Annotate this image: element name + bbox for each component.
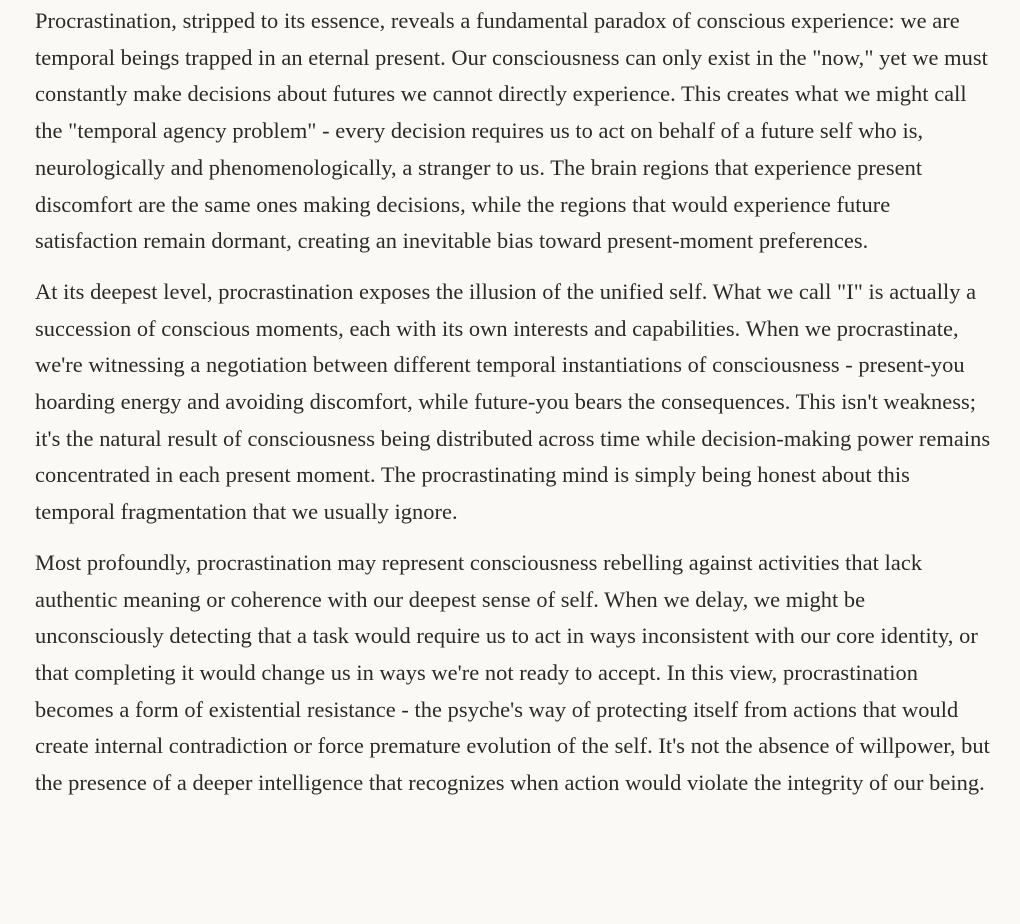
paragraph-2: At its deepest level, procrastination exposes the illusion of the unified self. What we call "I" is actually a succession of conscious moments, each with its own interests and capabilities. When we procrastinate, we're witnessing a negotiation between different temporal instantiations of consciousness - present-you hoarding energy and avoiding discomfort, while future-you bears the consequences. This isn't weakness; it's the natural result of consciousness being distributed across time while decision-making power remains concentrated in each present moment. The procrastinating mind is simply being honest about this temporal fragmentation that we usually ignore. <box>35 278 991 525</box>
paragraph-3: Most profoundly, procrastination may represent consciousness rebelling against activities that lack authentic meaning or coherence with our deepest sense of self. When we delay, we might be unconsciously detecting that a task would require us to act in ways inconsistent with our core identity, or that completing it would change us in ways we're not ready to accept. In this view, procrastination becomes a form of existential resistance - the psyche's way of protecting itself from actions that would create internal contradiction or force premature evolution of the self. It's not the absence of willpower, but the presence of a deeper intelligence that recognizes when action would violate the integrity of our being. <box>35 549 990 796</box>
paragraph-1: Procrastination, stripped to its essence, reveals a fundamental paradox of conscious experience: we are temporal beings trapped in an eternal present. Our consciousness can only exist in the "now," yet we must constantly make decisions about futures we cannot directly experience. This creates what we might call the "temporal agency problem" - every decision requires us to act on behalf of a future self who is, neurologically and phenomenologically, a stranger to us. The brain regions that experience present discomfort are the same ones making decisions, while the regions that would experience future satisfaction remain dormant, creating an inevitable bias toward present-moment preferences. <box>35 8 988 254</box>
